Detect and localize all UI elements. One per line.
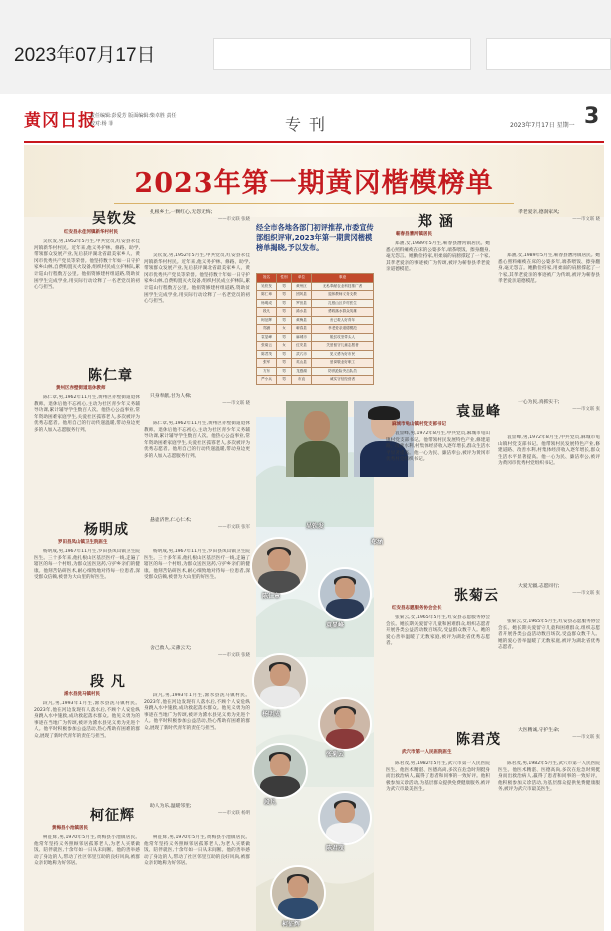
roster-cell: 勇救落水群众英雄	[312, 308, 374, 317]
article-ke-body: 柯征辉,男,1970年5月生,黄梅县小池镇居民。他常年坚持义务照顾邻居孤寡老人,为老人买菜做饭、陪伴就医,十余年如一日从未间断。他的善举感动了身边的人,带动了社区邻里互助的良好风尚,被群众亲切地称为好邻居。	[34, 835, 140, 867]
quote-zhang	[518, 583, 600, 613]
article-duan-body: 段凡,男,1993年1月生,浠水县洗马镇村民。2023年,他在河边发现有人落水后,不顾个人安危纵身跳入水中施救,成功救起落水群众。他见义勇为的事迹在当地广为传颂,被评为浠水县见义勇为先进个人。他平时积极参加公益活动,热心帮助有困难的群众,展现了新时代青年的责任与担当。	[34, 701, 140, 739]
roster-header-cell: 姓名	[257, 274, 277, 283]
roster-cell: 脱贫攻坚带头人	[312, 333, 374, 342]
article-wu-cont	[144, 253, 250, 353]
person-caption-zheng: 蕲春县漕河镇居民	[396, 232, 432, 237]
article-chen-body-cont: 陈仁章,男,1962年11月生,黄州区赤壁街道退休教师。退休后他不忘初心,主动为社区青少年义务辅导功课,累计辅导学生数百人次。他热心公益事业,常年资助困难家庭学生,关爱社区孤寡老人,多次被评为优秀志愿者。他用自己的行动传递温暖,带动身边更多的人加入志愿服务行列。	[144, 421, 250, 459]
article-yang	[34, 549, 140, 659]
roster-cell: 退休教师义务支教	[312, 291, 374, 300]
portrait-yang	[252, 653, 308, 709]
roster-row	[257, 316, 374, 325]
quote-chen-author: ——市文联 晓	[222, 401, 250, 406]
roster-cell: 麻城市	[291, 333, 311, 342]
roster-cell: 严小兵	[257, 376, 277, 385]
roster-cell: 男	[277, 308, 292, 317]
article-zheng-body: 郑涵,女,1989年5月生,蕲春县漕河镇居民。她悉心照料瘫痪在床的公婆多年,端茶喂饭、擦身翻身,毫无怨言。她勤俭持家,用柔弱的肩膀撑起了一个家,其孝老爱亲的事迹被广为传颂,被评为蕲春县孝老爱亲道德模范。	[386, 241, 490, 273]
roster-row	[257, 308, 374, 317]
roster-cell: 扎根山区乡村医生	[312, 299, 374, 308]
roster-cell: 男	[277, 350, 292, 359]
photo-wu-label: 吴钦发	[306, 523, 325, 530]
portrait-chen	[250, 537, 308, 595]
roster-row	[257, 359, 374, 368]
article-chen-cont	[144, 421, 250, 505]
quote-yang-author: ——市文联 张军	[217, 525, 250, 530]
article-yuan-body: 袁显峰,男,1972年8月生,中共党员,麻城市龟山镇村党支部书记。他带领村民发展特色产业,修建道路、改善水利,村集体经济收入逐年增长,群众生活水平显著提高。他一心为民、廉洁奉公,被评为黄冈市优秀村党组织书记。	[386, 431, 490, 463]
roster-cell: 女	[277, 325, 292, 334]
quote-yuan-text: 一心为民,真抓实干;	[518, 400, 560, 405]
section-title: 专刊	[285, 115, 334, 134]
roster-cell: 女	[277, 342, 292, 351]
roster-cell: 舍己救人好青年	[312, 316, 374, 325]
article-chenjun-cont	[498, 761, 600, 931]
roster-cell: 男	[277, 376, 292, 385]
intro-text: 经全市各地各部门初评推荐,市委宣传部组织评审,2023年第一期黄冈楷模榜单揭晓,予以发布。	[256, 223, 374, 252]
roster-cell: 见义勇为好市民	[312, 350, 374, 359]
article-duan-body-cont: 段凡,男,1993年1月生,浠水县洗马镇村民。2023年,他在河边发现有人落水后,不顾个人安危纵身跳入水中施救,成功救起落水群众。他见义勇为的事迹在当地广为传颂,被评为浠水县见义勇为先进个人。他平时积极参加公益活动,热心帮助有困难的群众,展现了新时代青年的责任与担当。	[144, 693, 250, 731]
roster-cell: 蕲春县	[291, 325, 311, 334]
roster-row	[257, 325, 374, 334]
roster-cell: 爱岗敬业好职工	[312, 359, 374, 368]
article-ke-cont	[144, 835, 250, 931]
issue-date[interactable]: 2023年07月17日	[14, 45, 156, 66]
roster-cell: 方东	[257, 367, 277, 376]
roster-cell: 龙感湖	[291, 367, 311, 376]
article-duan	[34, 701, 140, 793]
quote-ke-text: 助人为乐,温暖邻里;	[150, 804, 192, 809]
roster-row	[257, 376, 374, 385]
roster-cell: 袁显峰	[257, 333, 277, 342]
quote-chenjun-author: ——市文联 张	[572, 735, 600, 740]
banner-divider	[114, 203, 514, 204]
article-yang-body: 杨明成,男,1967年11月生,罗田县凤山镇卫生院医生。三十多年来,他扎根山区基层医疗一线,走遍了辖区的每一个村组,为群众送医送药,守护乡亲们的健康。他刻苦钻研医术,耐心细致地对待每一位患者,深受群众信赖,被誉为大山里的好医生。	[34, 549, 140, 581]
portrait-duan	[252, 743, 308, 799]
roster-cell: 防汛抢险突击队员	[312, 367, 374, 376]
roster-cell: 英山县	[291, 359, 311, 368]
roster-cell: 男	[277, 282, 292, 291]
article-chen-body: 陈仁章,男,1962年11月生,黄州区赤壁街道退休教师。退休后他不忘初心,主动为社区青少年义务辅导功课,累计辅导学生数百人次。他热心公益事业,常年资助困难家庭学生,关爱社区孤寡老人,多次被评为优秀志愿者。他用自己的行动传递温暖,带动身边更多的人加入志愿服务行列。	[34, 395, 140, 433]
article-yuan	[386, 431, 490, 581]
roster-cell: 陈君茂	[257, 350, 277, 359]
quote-wu-text: 扎根乡土,一颗红心,无怨无悔;	[150, 210, 213, 215]
quote-chenjun-text: 大医精诚,守护生命;	[518, 728, 560, 733]
quote-chen	[150, 393, 250, 413]
person-name-ke: 柯征辉	[90, 808, 135, 824]
roster-cell: 武穴市	[291, 350, 311, 359]
article-zhang-body-cont: 张菊云,女,1965年5月生,红安县志愿服务协会会长。她长期关爱留守儿童和困难群众,组织志愿者开展各类公益活动数百场次,受益群众数千人。她的爱心善举温暖了无数家庭,被评为湖北省优秀志愿者。	[498, 619, 600, 651]
roster-cell: 男	[277, 367, 292, 376]
page-date: 2023年7月17日 星期一	[510, 122, 575, 129]
person-caption-chen: 黄州区赤壁街道退休教师	[56, 386, 106, 391]
roster-cell: 男	[277, 299, 292, 308]
article-zheng	[386, 241, 490, 411]
search-input[interactable]	[213, 38, 471, 70]
portrait-zhang	[318, 697, 372, 751]
roster-cell: 男	[277, 333, 292, 342]
quote-yuan-author: ——市文联 张	[572, 407, 600, 412]
roster-row	[257, 367, 374, 376]
roster-header-cell: 性别	[277, 274, 292, 283]
article-chenjun-body: 陈君茂,男,1982年5月生,武穴市第一人民医院医生。他医术精湛、医德高尚,多次在危急时刻挺身而出救治病人,赢得了患者和同事的一致好评。他积极参加义诊活动,为基层群众提供免费健康服务,被评为武穴市最美医生。	[386, 761, 490, 793]
roster-cell: 黄梅县	[291, 316, 311, 325]
roster-cell: 团风县	[291, 291, 311, 300]
roster-cell: 关爱留守儿童志愿者	[312, 342, 374, 351]
quote-yuan	[518, 399, 600, 429]
roster-body	[257, 282, 374, 384]
quote-duan	[150, 645, 250, 685]
photo-wu	[286, 401, 348, 477]
person-caption-wu: 红安县永佳河镇新华村村民	[64, 230, 118, 235]
article-chen	[34, 395, 140, 505]
quote-duan-author: ——市文联 张晓	[217, 653, 250, 658]
roster-table	[256, 273, 374, 385]
roster-cell: 诚实守信经营者	[312, 376, 374, 385]
roster-cell: 郑涵	[257, 325, 277, 334]
portrait-label-chen: 陈仁章	[262, 593, 281, 600]
article-chenjun	[386, 761, 490, 931]
roster-cell: 男	[277, 359, 292, 368]
quote-yang-text: 悬壶济世,仁心仁术;	[150, 518, 192, 523]
quote-chen-text: 只身奉献,甘为人梯;	[150, 394, 192, 399]
roster-header-cell: 单位	[291, 274, 311, 283]
roster-cell: 市直	[291, 376, 311, 385]
newspaper-page[interactable]	[24, 145, 604, 931]
quote-zheng	[518, 209, 600, 249]
photo-column	[256, 417, 374, 931]
person-caption-chenjun: 武穴市第一人民医院医生	[402, 750, 452, 755]
person-name-chenjun: 陈君茂	[456, 732, 501, 748]
person-caption-duan: 浠水县洗马镇村民	[64, 692, 100, 697]
roster-cell: 红安县	[291, 342, 311, 351]
quote-zheng-author: ——市文联 晓	[572, 217, 600, 222]
person-name-chen: 陈仁章	[88, 368, 133, 384]
roster-row	[257, 350, 374, 359]
portrait-ke	[270, 865, 326, 921]
roster-cell: 男	[277, 316, 292, 325]
portrait-yuan	[318, 567, 372, 621]
roster-header-row	[257, 274, 374, 283]
quote-wu-author: ——市文联 张晓	[217, 217, 250, 222]
roster-cell: 黄州区	[291, 282, 311, 291]
roster-cell: 罗田县	[291, 299, 311, 308]
article-yang-cont	[144, 549, 250, 659]
quote-ke	[150, 803, 250, 829]
portrait-label-chenjun: 陈君茂	[326, 845, 345, 852]
article-ke	[34, 835, 140, 931]
article-yang-body-cont: 杨明成,男,1967年11月生,罗田县凤山镇卫生院医生。三十多年来,他扎根山区基层医疗一线,走遍了辖区的每一个村组,为群众送医送药,守护乡亲们的健康。他刻苦钻研医术,耐心细致地对待每一位患者,深受群众信赖,被誉为大山里的好医生。	[144, 549, 250, 581]
portrait-label-duan: 段凡	[264, 799, 277, 806]
quote-zheng-text: 孝老爱亲,德润家风;	[518, 210, 560, 215]
roster-cell: 浠水县	[291, 308, 311, 317]
article-yuan-cont	[498, 435, 600, 581]
banner-title: 2023年第一期黄冈楷模榜单	[134, 168, 494, 199]
roster-row	[257, 282, 374, 291]
roster-cell: 段凡	[257, 308, 277, 317]
roster-cell: 柯征辉	[257, 316, 277, 325]
roster-cell: 张菊云	[257, 342, 277, 351]
editor-credits: 责任编辑:彭爱芳 版面编辑:柴卓胜 责任校对:杨 菲	[90, 113, 177, 127]
article-zhang	[386, 615, 490, 725]
roster-cell: 张军	[257, 359, 277, 368]
masthead	[0, 100, 611, 142]
article-yuan-body-cont: 袁显峰,男,1972年8月生,中共党员,麻城市龟山镇村党支部书记。他带领村民发展特色产业,修建道路、改善水利,村集体经济收入逐年增长,群众生活水平显著提高。他一心为民、廉洁奉公,被评为黄冈市优秀村党组织书记。	[498, 435, 600, 467]
quote-wu	[150, 209, 250, 249]
article-wu-body-cont: 吴钦发,男,1952年5月生,中共党员,红安县永佳河镇新华村村民。近年来,他义务护林、修路、助学,带领群众发展产业,先后获评湖北省最美家乡人、黄冈市优秀共产党员等荣誉。他坚持数十年如一日守护家乡山林,自费购置灭火设备,组织村民成立护林队,累计巡山行程数万公里。他捐资修建村组道路,资助贫困学生完成学业,用实际行动诠释了一名老党员的初心与担当。	[144, 253, 250, 305]
photo-zheng-label: 郑涵	[371, 539, 384, 546]
article-zheng-body-cont: 郑涵,女,1989年5月生,蕲春县漕河镇居民。她悉心照料瘫痪在床的公婆多年,端茶喂饭、擦身翻身,毫无怨言。她勤俭持家,用柔弱的肩膀撑起了一个家,其孝老爱亲的事迹被广为传颂,被评为蕲春县孝老爱亲道德模范。	[498, 253, 600, 285]
roster-header-cell: 事迹	[312, 274, 374, 283]
article-zhang-cont	[498, 619, 600, 725]
roster-cell: 无私奉献农业科技推广者	[312, 282, 374, 291]
article-ke-body-cont: 柯征辉,男,1970年5月生,黄梅县小池镇居民。他常年坚持义务照顾邻居孤寡老人,为老人买菜做饭、陪伴就医,十余年如一日从未间断。他的善举感动了身边的人,带动了社区邻里互助的良好风尚,被群众亲切地称为好邻居。	[144, 835, 250, 867]
quote-zhang-text: 大爱无疆,志愿同行;	[518, 584, 560, 589]
top-bar	[0, 0, 611, 94]
newspaper-logo: 黄冈日报	[24, 111, 96, 131]
person-name-yuan: 袁显峰	[456, 404, 501, 420]
roster-cell: 陈仁章	[257, 291, 277, 300]
page-number: 3	[584, 104, 600, 129]
quote-zhang-author: ——市文联 张	[572, 591, 600, 596]
roster-cell: 杨明成	[257, 299, 277, 308]
person-caption-yuan: 麻城市龟山镇村党支部书记	[392, 422, 446, 427]
portrait-chenjun	[318, 791, 372, 845]
article-chenjun-body-cont: 陈君茂,男,1982年5月生,武穴市第一人民医院医生。他医术精湛、医德高尚,多次在危急时刻挺身而出救治病人,赢得了患者和同事的一致好评。他积极参加义诊活动,为基层群众提供免费健康服务,被评为武穴市最美医生。	[498, 761, 600, 793]
portrait-label-zhang: 张菊云	[326, 751, 345, 758]
person-name-duan: 段 凡	[90, 674, 126, 690]
person-name-wu: 吴钦发	[92, 211, 137, 227]
person-name-zhang: 张菊云	[454, 588, 499, 604]
article-wu-body: 吴钦发,男,1952年5月生,中共党员,红安县永佳河镇新华村村民。近年来,他义务护林、修路、助学,带领群众发展产业,先后获评湖北省最美家乡人、黄冈市优秀共产党员等荣誉。他坚持数十年如一日守护家乡山林,自费购置灭火设备,组织村民成立护林队,累计巡山行程数万公里。他捐资修建村组道路,资助贫困学生完成学业,用实际行动诠释了一名老党员的初心与担当。	[34, 239, 140, 291]
portrait-label-yuan: 袁显峰	[326, 622, 345, 629]
roster-row	[257, 333, 374, 342]
article-zhang-body: 张菊云,女,1965年5月生,红安县志愿服务协会会长。她长期关爱留守儿童和困难群众,组织志愿者开展各类公益活动数百场次,受益群众数千人。她的爱心善举温暖了无数家庭,被评为湖北省优秀志愿者。	[386, 615, 490, 647]
article-wu	[34, 239, 140, 354]
portrait-label-yang: 杨明成	[262, 711, 281, 718]
roster-cell: 男	[277, 291, 292, 300]
quote-yang	[150, 517, 250, 543]
header-rule	[24, 141, 604, 143]
banner	[24, 145, 604, 217]
person-caption-zhang: 红安县志愿服务协会会长	[392, 606, 442, 611]
quote-duan-text: 舍己救人,义薄云天;	[150, 646, 192, 651]
quote-ke-author: ——市文联 杨明	[217, 811, 250, 816]
person-name-yang: 杨明成	[84, 522, 129, 538]
person-name-zheng: 郑 涵	[418, 214, 454, 230]
article-zheng-cont	[498, 253, 600, 411]
roster-row	[257, 342, 374, 351]
quote-chenjun	[518, 727, 600, 757]
roster-row	[257, 291, 374, 300]
roster-cell: 孝老爱亲道德模范	[312, 325, 374, 334]
roster-row	[257, 299, 374, 308]
portrait-label-ke: 柯征辉	[282, 921, 301, 928]
page-selector[interactable]	[486, 38, 611, 70]
article-duan-cont	[144, 693, 250, 793]
person-caption-yang: 罗田县凤山镇卫生院医生	[58, 540, 108, 545]
person-caption-ke: 黄梅县小池镇居民	[52, 826, 88, 831]
roster-cell: 吴钦发	[257, 282, 277, 291]
